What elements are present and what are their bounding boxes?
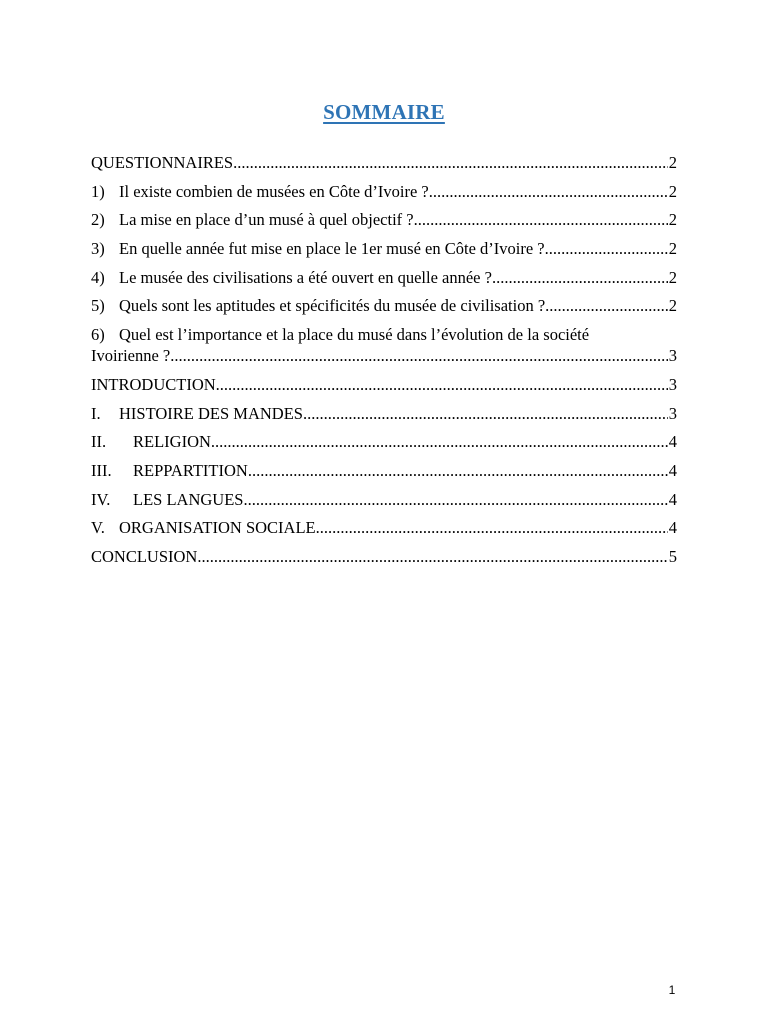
page-number: 1 <box>668 983 676 997</box>
toc-dot-leader <box>545 295 668 316</box>
toc-entry-text: REPPARTITION <box>133 460 248 480</box>
toc-entry-text: La mise en place d’un musé à quel objectif ? <box>119 210 414 230</box>
toc-entry-number: 1) <box>91 181 105 201</box>
toc-page-number: 2 <box>668 181 677 201</box>
toc-dot-leader <box>545 238 668 259</box>
toc-entry-text: Le musée des civilisations a été ouvert en quelle année ? <box>119 267 492 287</box>
toc-page-number: 3 <box>668 374 677 394</box>
toc-entry-question-5[interactable] <box>91 295 677 316</box>
toc-dot-leader <box>233 152 668 173</box>
toc-dot-leader <box>414 209 668 230</box>
toc-entry-number: III. <box>91 460 112 480</box>
toc-entry-section-4[interactable] <box>91 489 677 510</box>
toc-entry-text: ORGANISATION SOCIALE <box>119 518 316 538</box>
toc-entry-text: Quel est l’importance et la place du musé dans l’évolution de la société <box>119 325 590 345</box>
toc-entry-number: 4) <box>91 267 105 287</box>
toc-dot-leader <box>216 374 668 395</box>
toc-page-number: 4 <box>668 489 677 509</box>
toc-entry-question-3[interactable] <box>91 238 677 259</box>
toc-entry-number: 6) <box>91 325 105 345</box>
toc-dot-leader <box>492 267 668 288</box>
toc-entry-section-2[interactable] <box>91 431 677 452</box>
toc-entry-number: V. <box>91 518 105 538</box>
table-of-contents <box>91 152 677 567</box>
toc-dot-leader <box>248 460 668 481</box>
toc-entry-text-continued: Ivoirienne ? <box>91 346 171 366</box>
toc-page-number: 4 <box>668 518 677 538</box>
toc-dot-leader <box>170 345 667 366</box>
toc-entry-conclusion[interactable] <box>91 546 677 567</box>
toc-page-number: 3 <box>668 403 677 423</box>
toc-dot-leader <box>429 181 668 202</box>
toc-entry-question-1[interactable] <box>91 181 677 202</box>
toc-entry-number: 3) <box>91 239 105 259</box>
toc-entry-text: QUESTIONNAIRES <box>91 153 234 172</box>
toc-entry-introduction[interactable] <box>91 374 677 395</box>
toc-entry-question-4[interactable] <box>91 267 677 288</box>
toc-entry-text: LES LANGUES <box>133 489 244 509</box>
toc-page-number: 2 <box>668 153 677 172</box>
toc-entry-number: IV. <box>91 489 111 509</box>
toc-entry-text: En quelle année fut mise en place le 1er musé en Côte d’Ivoire ? <box>119 239 545 259</box>
toc-entry-questionnaires[interactable] <box>91 152 677 173</box>
toc-entry-section-1[interactable] <box>91 403 677 424</box>
toc-dot-leader <box>243 489 667 510</box>
toc-title: SOMMAIRE <box>323 100 445 124</box>
toc-page-number: 2 <box>668 296 677 316</box>
toc-page-number: 2 <box>668 210 677 230</box>
toc-entry-text: Quels sont les aptitudes et spécificités du musée de civilisation ? <box>119 296 546 316</box>
toc-entry-section-5[interactable] <box>91 517 677 538</box>
toc-entry-text: HISTOIRE DES MANDES <box>119 403 303 423</box>
toc-entry-text: INTRODUCTION <box>91 374 216 394</box>
toc-entry-number: 5) <box>91 296 105 316</box>
toc-entry-number: I. <box>91 403 101 423</box>
toc-page-number: 5 <box>668 546 677 566</box>
toc-dot-leader <box>197 546 667 567</box>
toc-entry-text: RELIGION <box>133 432 211 452</box>
toc-dot-leader <box>316 517 668 538</box>
toc-page-number: 2 <box>668 267 677 287</box>
toc-entry-section-3[interactable] <box>91 460 677 481</box>
toc-entry-number: 2) <box>91 210 105 230</box>
toc-entry-text: Il existe combien de musées en Côte d’Ivoire ? <box>119 181 429 201</box>
toc-page-number: 3 <box>668 346 677 366</box>
toc-page-number: 4 <box>668 460 677 480</box>
toc-page-number: 2 <box>668 239 677 259</box>
toc-page-number: 4 <box>668 432 677 452</box>
toc-entry-text: CONCLUSION <box>91 546 198 566</box>
toc-dot-leader <box>303 403 668 424</box>
toc-dot-leader <box>211 431 668 452</box>
toc-entry-number: II. <box>91 432 107 452</box>
toc-entry-question-2[interactable] <box>91 209 677 230</box>
toc-entry-question-6[interactable] <box>91 324 677 366</box>
